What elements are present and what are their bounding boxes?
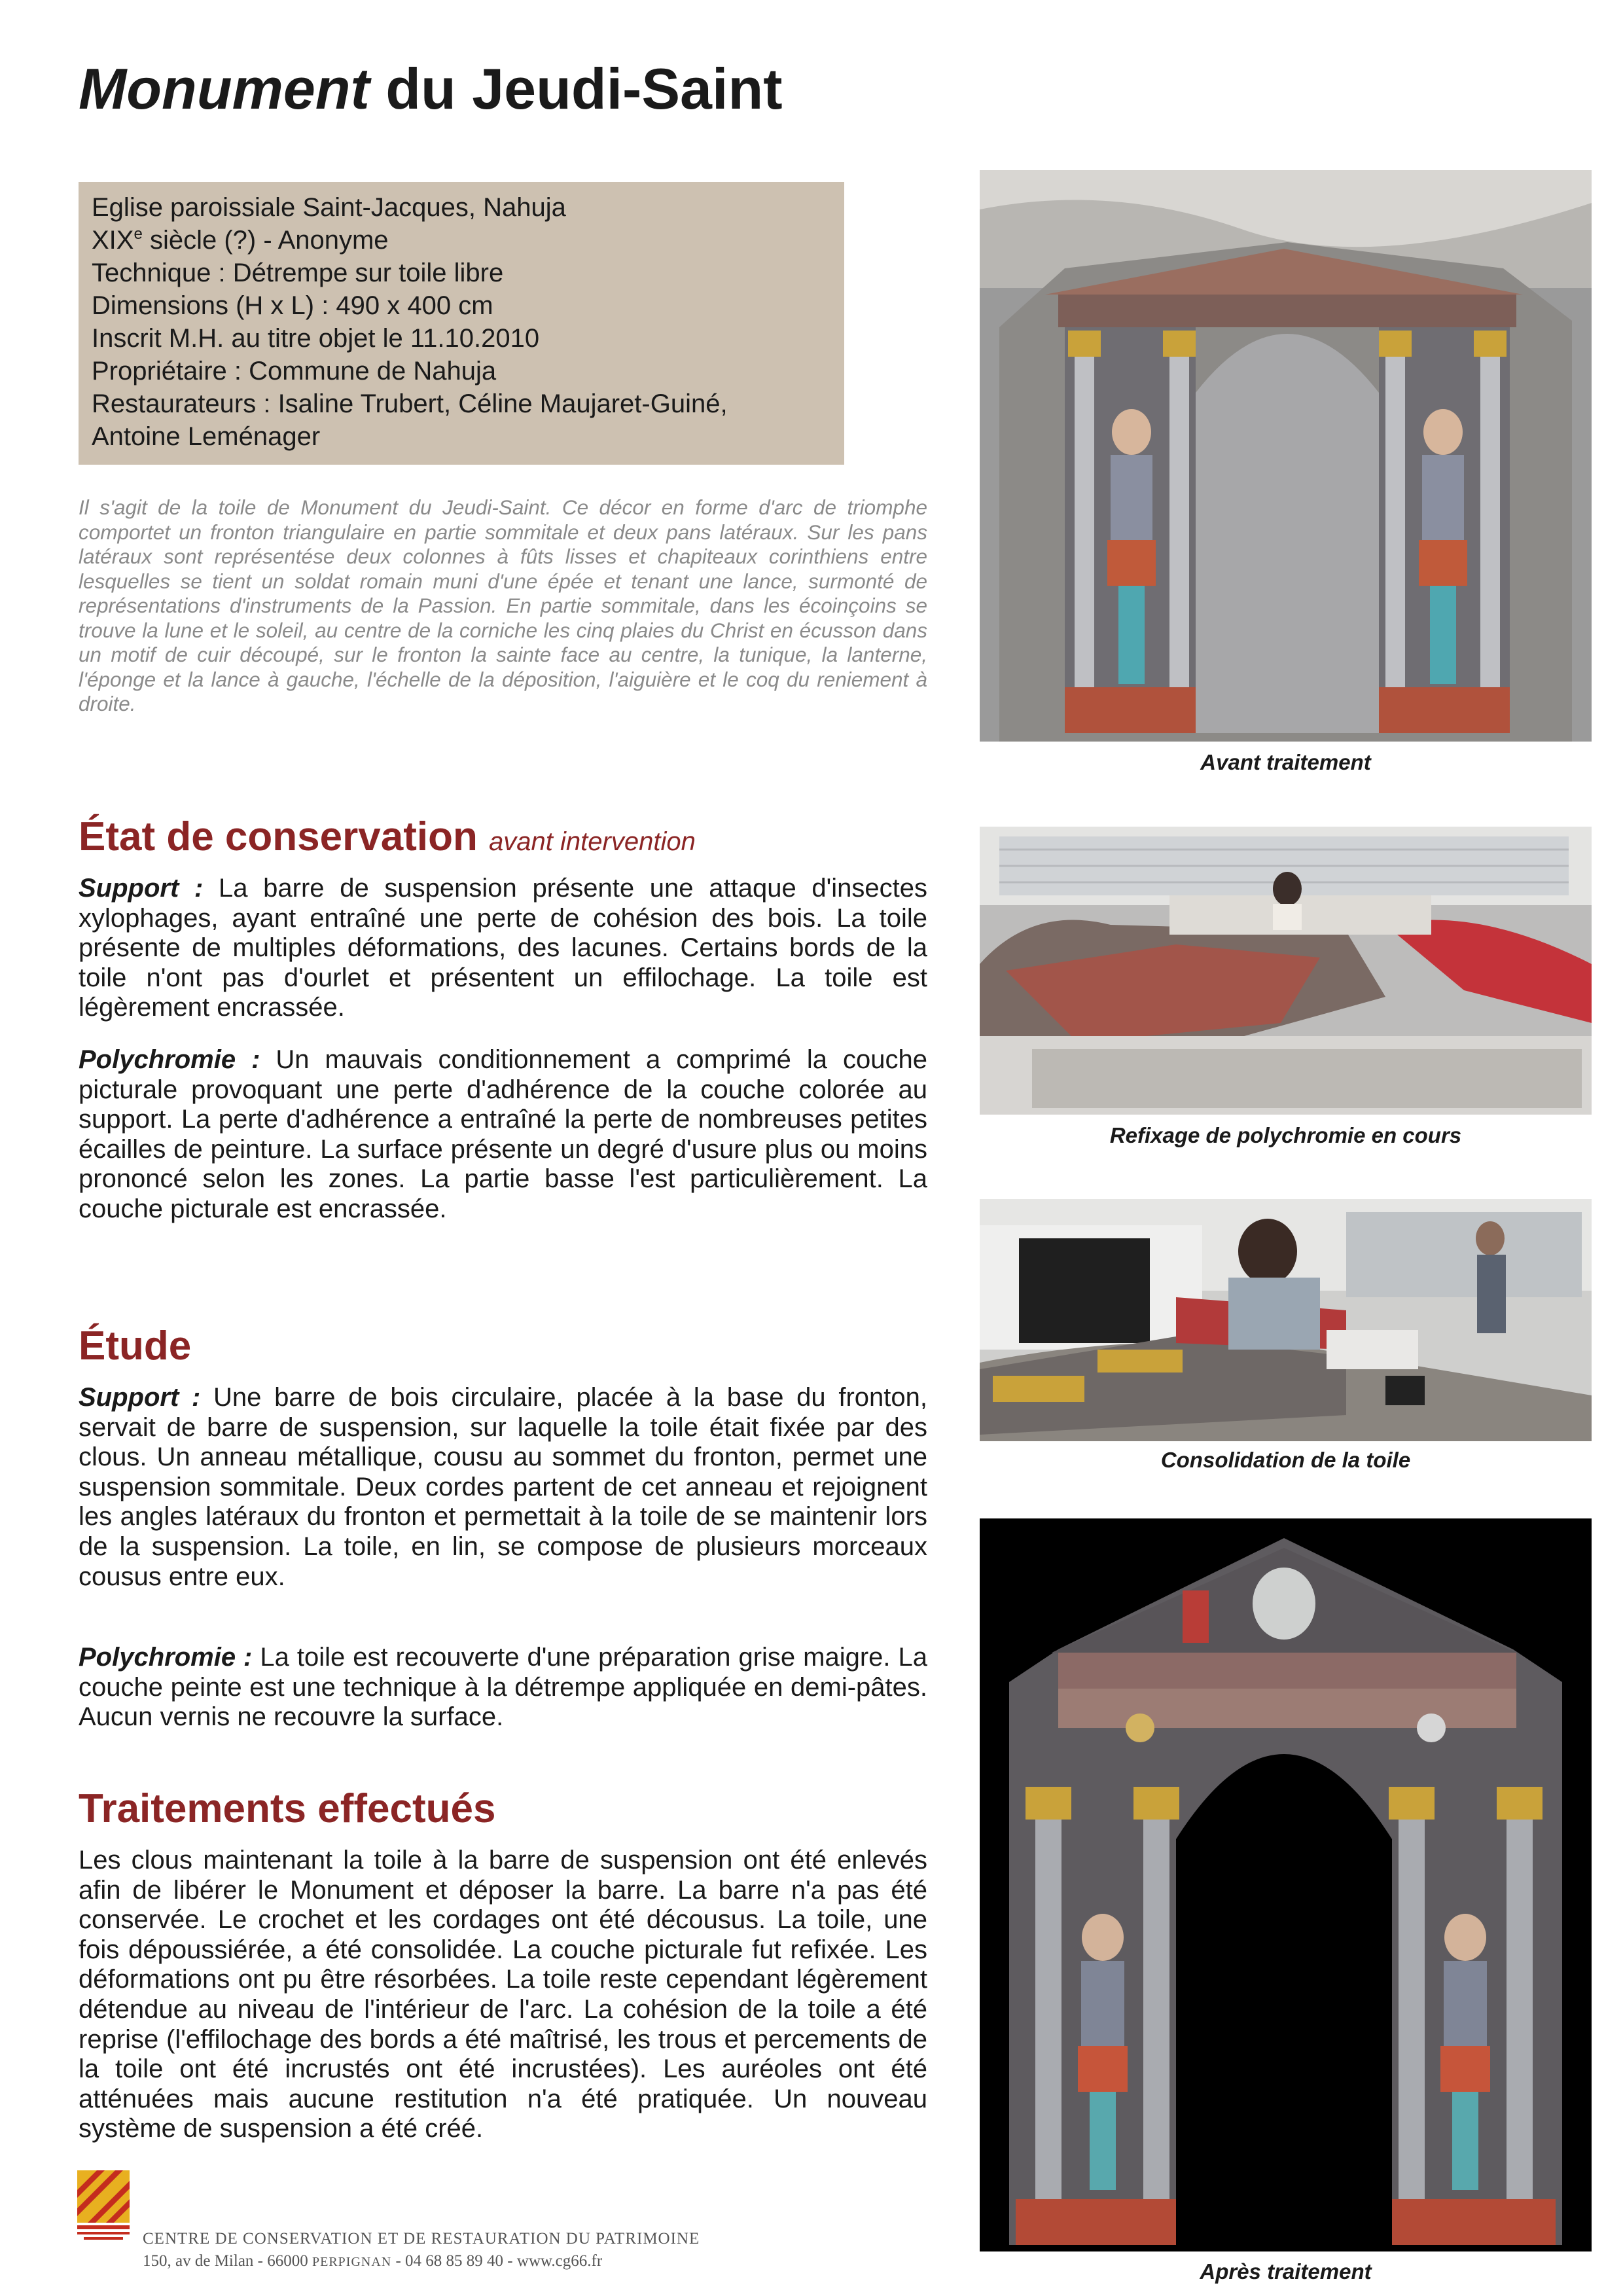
etat-support-label: Support : (79, 874, 204, 903)
info-century (92, 224, 831, 257)
etat-support-paragraph (79, 874, 927, 1023)
etude-support-paragraph (79, 1383, 927, 1592)
footer-address-start: 150, av de Milan - 66000 (143, 2252, 312, 2270)
caption-after: Après traitement (1200, 2259, 1372, 2284)
info-century-rest: siècle (?) - Anonyme (142, 226, 389, 255)
caption-before: Avant traitement (1200, 750, 1371, 774)
etat-title-text: État de conservation (79, 814, 478, 859)
etude-support-label: Support : (79, 1383, 201, 1412)
page-title (79, 58, 783, 121)
info-restorers: Restaurateurs : Isaline Trubert, Céline Maujaret-Guiné, (92, 389, 728, 418)
caption-refixage: Refixage de polychromie en cours (1109, 1123, 1462, 1147)
footer-city: PERPIGNAN (312, 2255, 392, 2269)
etat-poly-label: Polychromie : (79, 1045, 260, 1074)
info-dimensions: Dimensions (H x L) : 490 x 400 cm (92, 291, 493, 320)
caption-consolidation: Consolidation de la toile (1160, 1448, 1411, 1472)
etude-poly-label: Polychromie : (79, 1643, 253, 1672)
info-technique: Technique : Détrempe sur toile libre (92, 259, 504, 287)
traitements-title-text: Traitements effectués (79, 1786, 496, 1831)
etude-support-text: Une barre de bois circulaire, placée à la base du fronton, servait de barre de suspension, sur laquelle la toile était fixée par des clous. Un anneau métallique, cousu au sommet du fronton, permet une suspension sommitale. Deux cordes partent de cet anneau et rejoignent les angles latéraux du fronton et permettait à la toile de se maintenir lors de la suspension. La toile, en lin, se compose de plusieurs morceaux cousus entre eux. (79, 1383, 927, 1591)
etat-support-text: La barre de suspension présente une attaque d'insectes xylophages, ayant entraîné une perte de cohésion des bois. La toile présente de multiples déformations, des lacunes. Certains bords de la toile n'ont pas d'ourlet et présentent un effilochage. La toile est légèrement encrassée. (79, 874, 927, 1022)
info-owner: Propriétaire : Commune de Nahuja (92, 357, 497, 386)
footer-address-end: - 04 68 85 89 40 - www.cg66.fr (391, 2252, 603, 2270)
photo-after-treatment (980, 1518, 1592, 2251)
intro-text: Il s'agit de la toile de Monument du Jeudi-Saint. Ce décor en forme d'arc de triomphe comportet un fronton triangulaire en partie sommitale et deux pans latéraux. Sur les pans latéraux sont représentése deux colonnes à fûts lisses et chapiteaux corinthiens entre lesquelles se tient un soldat romain muni d'une épée et tenant une lance, surmonté de représentations d'instruments de la Passion. En partie sommitale, dans les écoinçoins se trouve la lune et le soleil, au centre de la corniche les cinq plaies du Christ en écusson dans un motif de cuir découpé, sur le fronton la sainte face au centre, la tunique, la lanterne, l'éponge et la lance à gauche, l'échelle de la déposition, l'aiguière et le coq du reniement à droite. (79, 495, 927, 715)
title-italic: Monument (79, 56, 370, 121)
photo-refixage (980, 827, 1592, 1115)
etat-poly-paragraph (79, 1045, 927, 1225)
photo-consolidation (980, 1199, 1592, 1441)
etude-poly-text: La toile est recouverte d'une préparation grise maigre. La couche peinte est une technique à la détrempe appliquée en demi-pâtes. Aucun vernis ne recouvre la surface. (79, 1643, 927, 1732)
info-church: Eglise paroissiale Saint-Jacques, Nahuja (92, 193, 566, 222)
info-inscription: Inscrit M.H. au titre objet le 11.10.2010 (92, 324, 540, 353)
section-etat-title (79, 815, 696, 859)
traitements-paragraph: Les clous maintenant la toile à la barre de suspension ont été enlevés afin de libérer le Monument et déposer la barre. La barre n'a pas été conservée. Le crochet et les cordages ont été décousus. La toile, une fois dépoussiérée, a été consolidée. La couche picturale fut refixée. Les déformations ont pu être résorbées. La toile reste cependant légèrement détendue au niveau de l'intérieur de l'arc. La cohésion de la toile a été reprise (l'effilochage des bords a été maîtrisé, les trous et percements de la toile ont été incrustés ont été incrustées). Les auréoles ont été atténuées mais aucune restitution n'a été pratiquée. Un nouveau système de suspension a été créé. (79, 1846, 927, 2144)
section-traitements-title (79, 1787, 495, 1831)
etat-poly-text: Un mauvais conditionnement a comprimé la couche picturale provoquant une perte d'adhérence de la couche colorée au support. La perte d'adhérence a entraîné la perte de nombreuses petites écailles de peinture. La surface présente un degré d'usure plus ou moins prononcé selon les zones. La partie basse l'est particulièrement. La couche picturale est encrassée. (79, 1045, 927, 1223)
photo-before-treatment (980, 170, 1592, 742)
etat-subtitle: avant intervention (489, 827, 696, 856)
footer-org-name: CENTRE DE CONSERVATION ET DE RESTAURATION DU PATRIMOINE (143, 2230, 700, 2248)
info-restorers-cont: Antoine Leménager (92, 422, 321, 451)
etude-poly-paragraph (79, 1643, 927, 1732)
title-rest: du Jeudi-Saint (369, 56, 783, 121)
footer-logo-icon (77, 2170, 130, 2242)
info-box (79, 182, 844, 465)
info-century-sup: e (134, 225, 143, 243)
footer-address (143, 2250, 700, 2273)
footer-address-block (143, 2228, 700, 2273)
section-etude-title (79, 1324, 191, 1369)
etude-title-text: Étude (79, 1323, 192, 1369)
info-century-prefix: XIX (92, 226, 134, 255)
